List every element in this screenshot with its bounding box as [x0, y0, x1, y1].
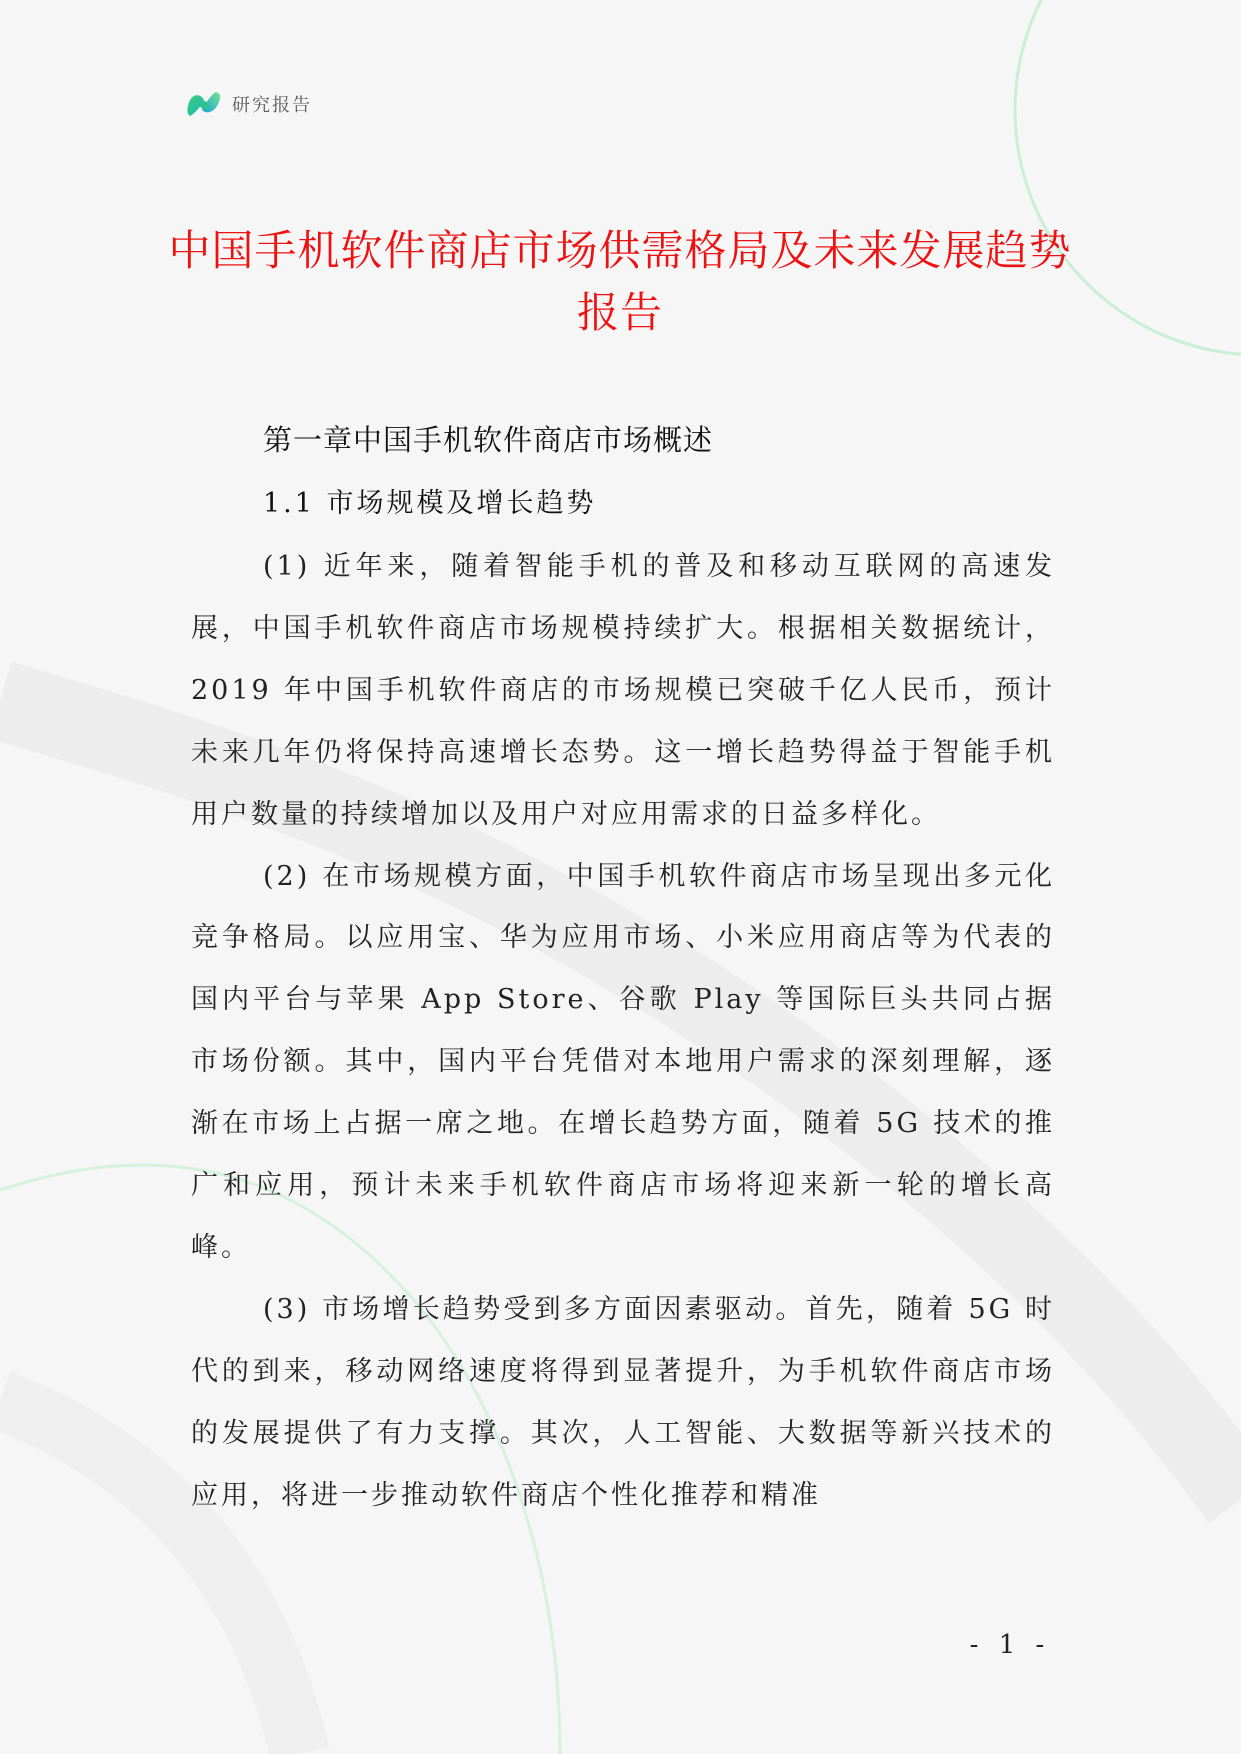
- paragraph-1: (1) 近年来，随着智能手机的普及和移动互联网的高速发展，中国手机软件商店市场规模持续扩大。根据相关数据统计，2019 年中国手机软件商店的市场规模已突破千亿人民币，预计未来几年仍将保持高速增长态势。这一增长趋势得益于智能手机用户数量的持续增加以及用户对应用需求的日益多样化。: [191, 551, 1055, 830]
- page-number: - 1 -: [969, 1630, 1051, 1660]
- section-heading: 1.1 市场规模及增长趋势: [263, 488, 597, 519]
- body-text: [191, 536, 1055, 1527]
- chapter-heading: 第一章中国手机软件商店市场概述: [263, 423, 714, 457]
- paragraph-3: (3) 市场增长趋势受到多方面因素驱动。首先，随着 5G 时代的到来，移动网络速度将得到显著提升，为手机软件商店市场的发展提供了有力支撑。其次，人工智能、大数据等新兴技术的应用，将进一步推动软件商店个性化推荐和精准: [191, 1293, 1055, 1511]
- document-title: 中国手机软件商店市场供需格局及未来发展趋势报告: [168, 226, 1072, 337]
- header-label: 研究报告: [232, 95, 312, 116]
- leaf-logo-icon: [186, 88, 222, 120]
- page-header: [186, 88, 312, 120]
- paragraph-2: (2) 在市场规模方面，中国手机软件商店市场呈现出多元化竞争格局。以应用宝、华为应用市场、小米应用商店等为代表的国内平台与苹果 App Store、谷歌 Play 等国际巨头共同占据市场份额。其中，国内平台凭借对本地用户需求的深刻理解，逐渐在市场上占据一席之地。在增长趋势方面，随着 5G 技术的推广和应用，预计未来手机软件商店市场将迎来新一轮的增长高峰。: [191, 860, 1055, 1263]
